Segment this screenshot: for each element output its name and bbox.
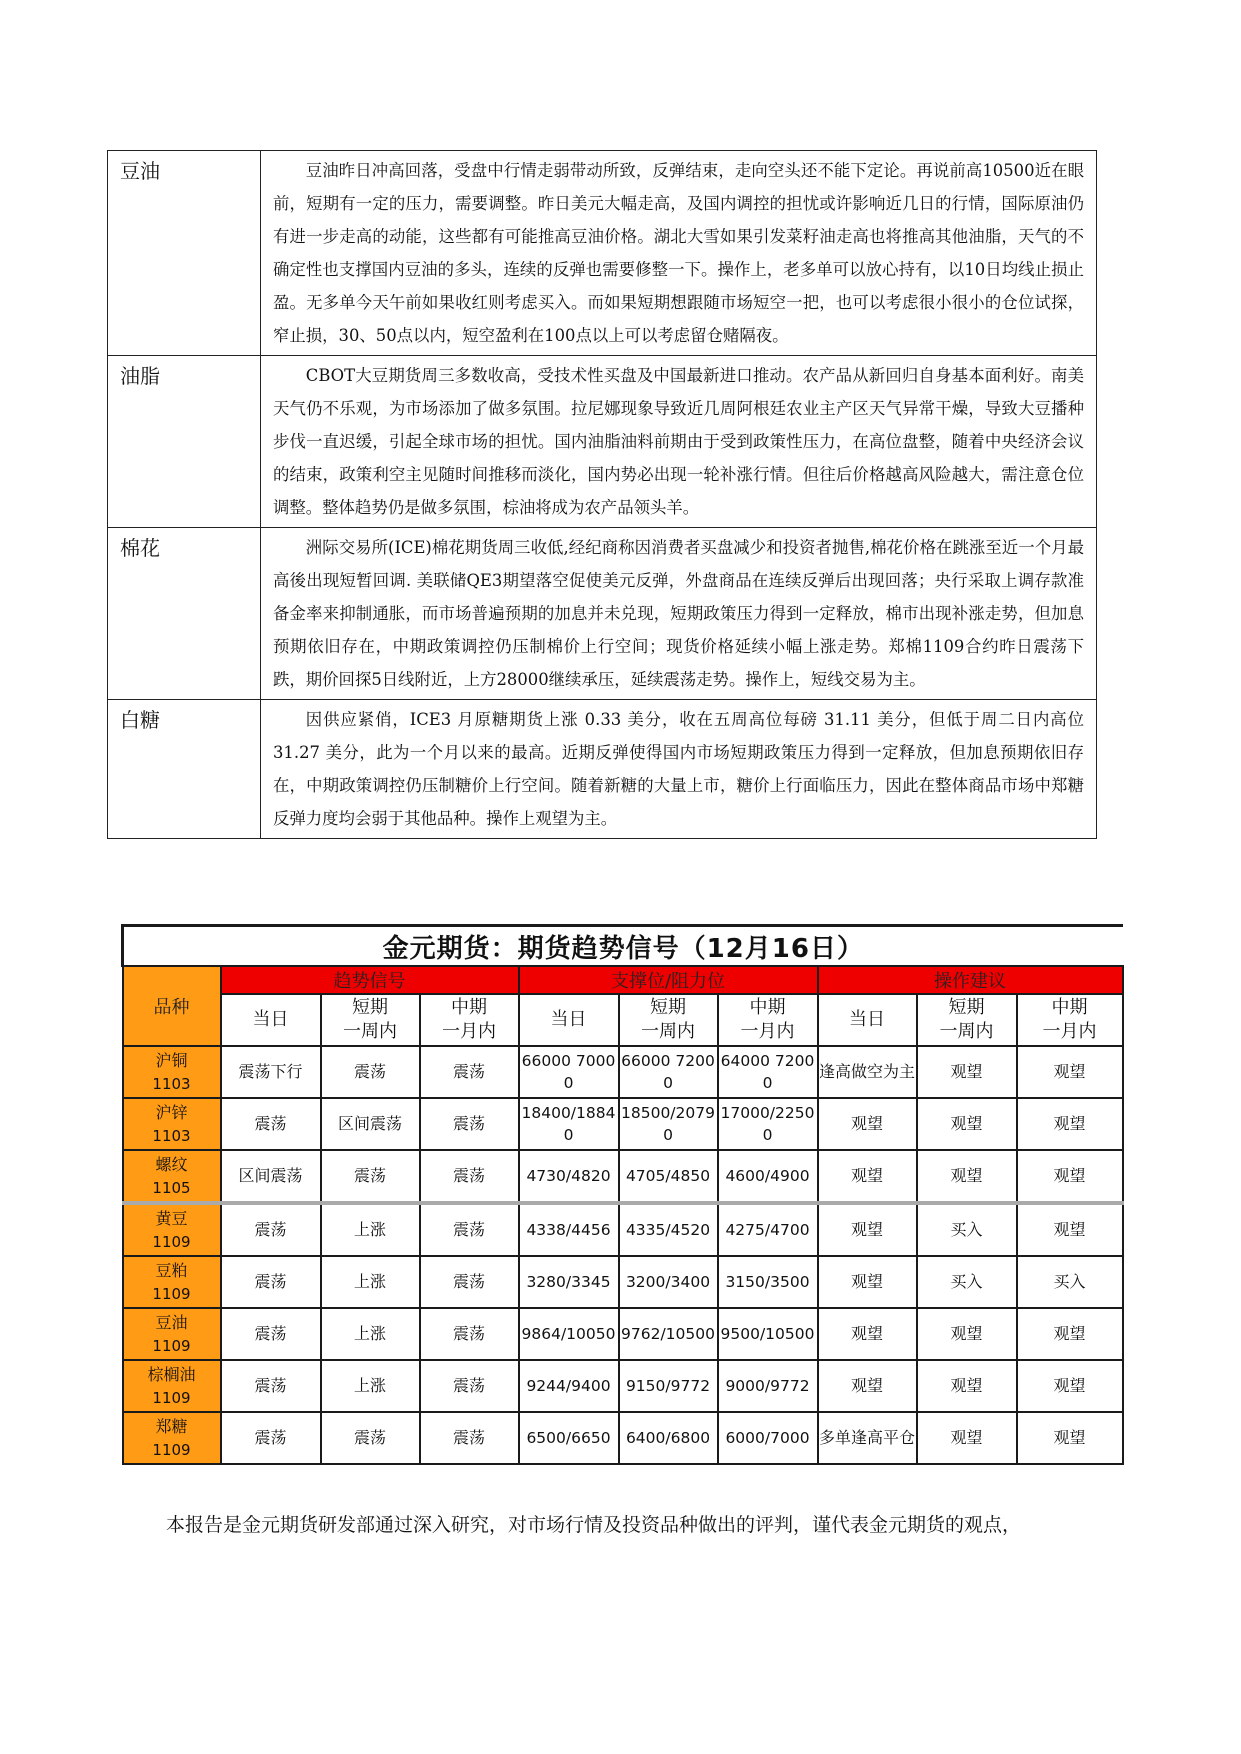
contract-code: 1103: [152, 1074, 191, 1093]
trend-cell: 震荡: [420, 1360, 519, 1412]
signal-title-row: [123, 926, 1123, 967]
sub-header-row: [123, 994, 1123, 1046]
signal-row: [123, 1308, 1123, 1360]
sub-header-short: 短期 一周内: [619, 994, 718, 1046]
trend-cell: 震荡: [321, 1150, 420, 1203]
variety-name: 豆粕: [155, 1260, 188, 1280]
signal-row: [123, 1098, 1123, 1150]
level-cell: 66000 70000: [519, 1046, 619, 1098]
advice-cell: 观望: [1017, 1098, 1123, 1150]
trend-cell: 震荡: [321, 1046, 420, 1098]
advice-cell: 观望: [917, 1360, 1017, 1412]
trend-cell: 震荡下行: [221, 1046, 321, 1098]
variety-cell: [123, 1412, 221, 1464]
advice-cell: 逢高做空为主: [818, 1046, 917, 1098]
variety-cell: [123, 1308, 221, 1360]
variety-cell: [123, 1360, 221, 1412]
advice-cell: 观望: [917, 1046, 1017, 1098]
level-cell: 4705/4850: [619, 1150, 718, 1203]
commentary-row: [108, 356, 1097, 528]
advice-cell: 观望: [818, 1203, 917, 1256]
commentary-row: [108, 151, 1097, 356]
level-cell: 66000 72000: [619, 1046, 718, 1098]
sub-header-mid: 中期 一月内: [1017, 994, 1123, 1046]
trend-cell: 震荡: [420, 1150, 519, 1203]
sub-header-today: 当日: [519, 994, 619, 1046]
trend-cell: 震荡: [221, 1098, 321, 1150]
level-cell: 6400/6800: [619, 1412, 718, 1464]
signal-row: [123, 1046, 1123, 1098]
trend-cell: 区间震荡: [321, 1098, 420, 1150]
trend-cell: 震荡: [221, 1360, 321, 1412]
trend-cell: 震荡: [221, 1256, 321, 1308]
variety-cell: [123, 1150, 221, 1203]
advice-cell: 观望: [818, 1308, 917, 1360]
group-trend-header: 趋势信号: [221, 966, 519, 994]
signal-table-wrapper: [121, 924, 1121, 1465]
trend-cell: 震荡: [420, 1308, 519, 1360]
contract-code: 1109: [152, 1440, 191, 1459]
trend-cell: 上涨: [321, 1256, 420, 1308]
contract-code: 1103: [152, 1126, 191, 1145]
commodity-commentary: 豆油昨日冲高回落，受盘中行情走弱带动所致，反弹结束，走向空头还不能下定论。再说前高10500近在眼前，短期有一定的压力，需要调整。昨日美元大幅走高，及国内调控的担忧或许影响近几日的行情，国际原油仍有进一步走高的动能，这些都有可能推高豆油价格。湖北大雪如果引发菜籽油走高也将推高其他油脂，天气的不确定性也支撑国内豆油的多头，连续的反弹也需要修整一下。操作上，老多单可以放心持有，以10日均线止损止盈。无多单今天午前如果收红则考虑买入。而如果短期想跟随市场短空一把，也可以考虑很小很小的仓位试探，窄止损，30、50点以内，短空盈利在100点以上可以考虑留仓赌隔夜。: [261, 151, 1097, 356]
level-cell: 3280/3345: [519, 1256, 619, 1308]
advice-cell: 观望: [818, 1150, 917, 1203]
advice-cell: 观望: [1017, 1150, 1123, 1203]
level-cell: 9500/10500: [718, 1308, 818, 1360]
level-cell: 9244/9400: [519, 1360, 619, 1412]
contract-code: 1109: [152, 1284, 191, 1303]
variety-name: 螺纹: [155, 1154, 188, 1174]
level-cell: 17000/22500: [718, 1098, 818, 1150]
signal-table-title: 金元期货：期货趋势信号（12月16日）: [123, 926, 1123, 967]
variety-cell: [123, 1098, 221, 1150]
level-cell: 4600/4900: [718, 1150, 818, 1203]
contract-code: 1109: [152, 1388, 191, 1407]
sub-header-short: 短期 一周内: [321, 994, 420, 1046]
sub-header-mid: 中期 一月内: [420, 994, 519, 1046]
trend-cell: 震荡: [420, 1412, 519, 1464]
trend-cell: 震荡: [420, 1203, 519, 1256]
variety-cell: [123, 1256, 221, 1308]
disclaimer-text: 本报告是金元期货研发部通过深入研究，对市场行情及投资品种做出的评判，谨代表金元期货的观点，: [166, 1514, 1022, 1536]
commodity-name: 豆油: [108, 151, 261, 356]
trend-cell: 震荡: [221, 1308, 321, 1360]
advice-cell: 买入: [917, 1256, 1017, 1308]
level-cell: 4275/4700: [718, 1203, 818, 1256]
trend-cell: 震荡: [221, 1203, 321, 1256]
contract-code: 1105: [152, 1178, 191, 1197]
group-advice-header: 操作建议: [818, 966, 1123, 994]
signal-row: [123, 1256, 1123, 1308]
advice-cell: 观望: [1017, 1412, 1123, 1464]
signal-row: [123, 1412, 1123, 1464]
level-cell: 9864/10050: [519, 1308, 619, 1360]
variety-name: 沪铜: [155, 1050, 188, 1070]
sub-header-mid: 中期 一月内: [718, 994, 818, 1046]
level-cell: 4335/4520: [619, 1203, 718, 1256]
advice-cell: 观望: [917, 1098, 1017, 1150]
commodity-commentary: 因供应紧俏，ICE3 月原糖期货上涨 0.33 美分，收在五周高位每磅 31.11 美分，但低于周二日内高位 31.27 美分，此为一个月以来的最高。近期反弹使得国内市场短期政策压力得到一定释放，但加息预期依旧存在，中期政策调控仍压制糖价上行空间。随着新糖的大量上市，糖价上行面临压力，因此在整体商品市场中郑糖反弹力度均会弱于其他品种。操作上观望为主。: [261, 700, 1097, 839]
level-cell: 4730/4820: [519, 1150, 619, 1203]
level-cell: 9150/9772: [619, 1360, 718, 1412]
signal-table: [121, 924, 1124, 1465]
trend-cell: 上涨: [321, 1360, 420, 1412]
sub-header-short: 短期 一周内: [917, 994, 1017, 1046]
advice-cell: 观望: [1017, 1360, 1123, 1412]
advice-cell: 观望: [818, 1098, 917, 1150]
level-cell: 18500/20790: [619, 1098, 718, 1150]
variety-header: 品种: [123, 966, 221, 1046]
advice-cell: 观望: [1017, 1308, 1123, 1360]
trend-cell: 震荡: [221, 1412, 321, 1464]
advice-cell: 买入: [1017, 1256, 1123, 1308]
signal-row: [123, 1203, 1123, 1256]
trend-cell: 区间震荡: [221, 1150, 321, 1203]
variety-name: 豆油: [155, 1312, 188, 1332]
level-cell: 6500/6650: [519, 1412, 619, 1464]
variety-cell: [123, 1046, 221, 1098]
trend-cell: 震荡: [420, 1046, 519, 1098]
advice-cell: 观望: [1017, 1046, 1123, 1098]
advice-cell: 观望: [917, 1412, 1017, 1464]
trend-cell: 震荡: [420, 1098, 519, 1150]
contract-code: 1109: [152, 1336, 191, 1355]
trend-cell: 震荡: [321, 1412, 420, 1464]
commentary-table: [107, 150, 1097, 839]
commodity-name: 棉花: [108, 528, 261, 700]
advice-cell: 观望: [818, 1256, 917, 1308]
level-cell: 3200/3400: [619, 1256, 718, 1308]
advice-cell: 观望: [1017, 1203, 1123, 1256]
level-cell: 9762/10500: [619, 1308, 718, 1360]
commodity-commentary: 洲际交易所(ICE)棉花期货周三收低,经纪商称因消费者买盘减少和投资者抛售,棉花价格在跳涨至近一个月最高後出现短暂回调. 美联储QE3期望落空促使美元反弹，外盘商品在连续反弹后出现回落；央行采取上调存款准备金率来抑制通胀，而市场普遍预期的加息并未兑现，短期政策压力得到一定释放，棉市出现补涨走势，但加息预期依旧存在，中期政策调控仍压制棉价上行空间；现货价格延续小幅上涨走势。郑棉1109合约昨日震荡下跌，期价回探5日线附近，上方28000继续承压，延续震荡走势。操作上，短线交易为主。: [261, 528, 1097, 700]
commodity-commentary: CBOT大豆期货周三多数收高，受技术性买盘及中国最新进口推动。农产品从新回归自身基本面利好。南美天气仍不乐观，为市场添加了做多氛围。拉尼娜现象导致近几周阿根廷农业主产区天气异常干燥，导致大豆播种步伐一直迟缓，引起全球市场的担忧。国内油脂油料前期由于受到政策性压力，在高位盘整，随着中央经济会议的结束，政策利空主见随时间推移而淡化，国内势必出现一轮补涨行情。但往后价格越高风险越大，需注意仓位调整。整体趋势仍是做多氛围，棕油将成为农产品领头羊。: [261, 356, 1097, 528]
commodity-name: 白糖: [108, 700, 261, 839]
variety-name: 郑糖: [155, 1416, 188, 1436]
level-cell: 6000/7000: [718, 1412, 818, 1464]
variety-name: 棕榈油: [147, 1364, 196, 1384]
signal-row: [123, 1150, 1123, 1203]
sub-header-today: 当日: [818, 994, 917, 1046]
advice-cell: 观望: [818, 1360, 917, 1412]
level-cell: 9000/9772: [718, 1360, 818, 1412]
commentary-row: [108, 700, 1097, 839]
trend-cell: 上涨: [321, 1203, 420, 1256]
advice-cell: 观望: [917, 1308, 1017, 1360]
variety-name: 黄豆: [155, 1208, 188, 1228]
signal-row: [123, 1360, 1123, 1412]
variety-cell: [123, 1203, 221, 1256]
group-levels-header: 支撑位/阻力位: [519, 966, 818, 994]
trend-cell: 震荡: [420, 1256, 519, 1308]
contract-code: 1109: [152, 1232, 191, 1251]
sub-header-today: 当日: [221, 994, 321, 1046]
commentary-row: [108, 528, 1097, 700]
group-header-row: [123, 966, 1123, 994]
level-cell: 4338/4456: [519, 1203, 619, 1256]
advice-cell: 买入: [917, 1203, 1017, 1256]
advice-cell: 观望: [917, 1150, 1017, 1203]
level-cell: 3150/3500: [718, 1256, 818, 1308]
advice-cell: 多单逢高平仓: [818, 1412, 917, 1464]
trend-cell: 上涨: [321, 1308, 420, 1360]
level-cell: 64000 72000: [718, 1046, 818, 1098]
commodity-name: 油脂: [108, 356, 261, 528]
variety-name: 沪锌: [155, 1102, 188, 1122]
level-cell: 18400/18840: [519, 1098, 619, 1150]
